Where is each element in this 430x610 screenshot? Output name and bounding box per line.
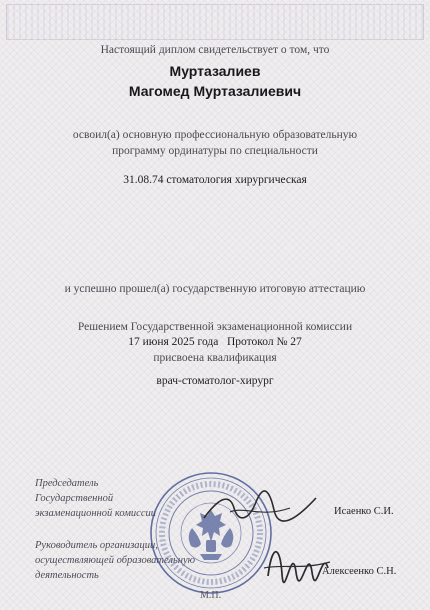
decision-date: 17 июня 2025 года (128, 336, 219, 348)
decorative-border (6, 4, 424, 40)
chair-name: Исаенко С.И. (334, 506, 394, 517)
specialty: 31.08.74 стоматология хирургическая (123, 174, 307, 186)
head-caption-line3: деятельность (35, 570, 99, 581)
intro-text: Настоящий диплом свидетельствует о том, что (100, 44, 330, 56)
attestation-text: и успешно прошел(а) государственную итоговую аттестацию (64, 283, 366, 295)
head-caption-line1: Руководитель организации, (35, 540, 158, 551)
qualification-awarded-text: присвоена квалификация (153, 352, 277, 364)
head-signature-icon (262, 538, 332, 584)
chair-caption-line2: Государственной (35, 493, 114, 504)
mastered-text-line1: освоил(а) основную профессиональную образовательную (72, 129, 358, 141)
head-caption-line2: осуществляющей образовательную (35, 555, 196, 566)
graduate-surname: Муртазалиев (169, 63, 261, 79)
protocol-number: Протокол № 27 (226, 336, 302, 348)
head-name: Алексеенко С.Н. (322, 566, 397, 577)
chair-caption-line3: экзаменационной комиссии (35, 508, 156, 519)
mastered-text-line2: программу ординатуры по специальности (112, 145, 318, 157)
decision-date-line (0, 336, 430, 348)
stamp-label: М.П. (200, 590, 222, 601)
chair-caption-line1: Председатель (35, 478, 99, 489)
chair-caption (35, 476, 156, 521)
chair-signature-icon (200, 488, 320, 530)
graduate-given-names: Магомед Муртазалиевич (128, 83, 302, 99)
commission-decision: Решением Государственной экзаменационной комиссии (77, 321, 353, 333)
qualification: врач-стоматолог-хирург (156, 375, 274, 387)
